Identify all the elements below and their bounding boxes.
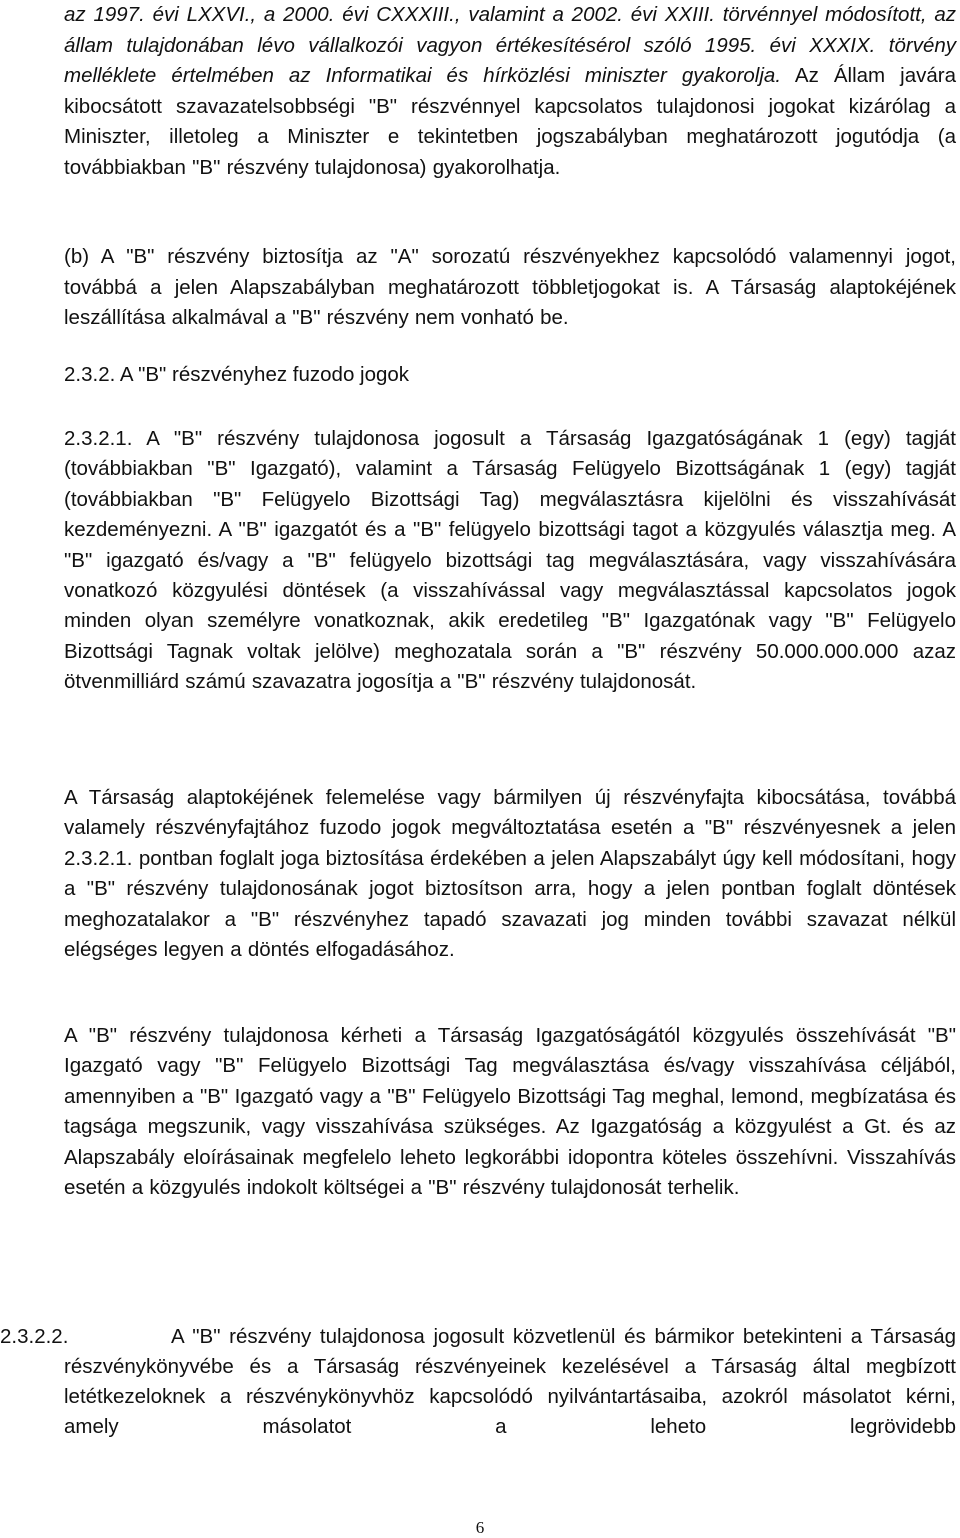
paragraph-b: (b) A "B" részvény biztosítja az "A" sorozatú részvényekhez kapcsolódó valamennyi jogot, továbbá a jelen Alapszabályban meghatározott többletjogokat is. A Társaság alaptokéjének leszállítása alkalmával a "B" részvény nem vonható be. [64, 245, 956, 330]
intro-paragraph [64, 0, 956, 184]
intro-normal-text: Az Állam javára kibocsátott szavazatelsobbségi "B" részvénnyel kapcsolatos tulajdonosi jogokat kizárólag a Miniszter, illetoleg a Miniszter e tekintetben jogszabályban meghatározott jogutódja (a továbbiakban "B" részvény tulajdonosa) gyakorolhatja. [64, 64, 956, 179]
paragraph-2-3-2-1: 2.3.2.1. A "B" részvény tulajdonosa jogosult a Társaság Igazgatóságának 1 (egy) tagját (továbbiakban "B" Igazgató), valamint a Társaság Felügyelo Bizottságának 1 (egy) tagját (továbbiakban "B" Felügyelo Bizottsági Tag) megválasztásra kijelölni és visszahívását kezdeményezni. A "B" igazgatót és a "B" felügyelo bizottsági tagot a közgyulés választja meg. A "B" igazgató és/vagy a "B" felügyelo bizottsági tag megválasztására, vagy visszahívására vonatkozó közgyulési döntések (a visszahívással vagy megválasztással kapcsolatos jogok minden olyan személyre vonatkoznak, akik eredetileg "B" Igazgatónak vagy "B" Felügyelo Bizottsági Tagnak voltak jelölve) meghozatala során a "B" részvény 50.000.000.000 azaz ötvenmilliárd számú szavazatra jogosítja a "B" részvény tulajdonosát. [64, 427, 956, 694]
paragraph-2-3-2-2 [0, 1322, 956, 1442]
section-heading: 2.3.2. A "B" részvényhez fuzodo jogok [64, 363, 410, 386]
paragraph-alaptoke: A Társaság alaptokéjének felemelése vagy bármilyen új részvényfajta kibocsátása, továbbá valamely részvényfajtához fuzodo jogok megváltoztatása esetén a "B" részvényesnek a jelen 2.3.2.1. pontban foglalt joga biztosítása érdekében a jelen Alapszabályt úgy kell módosítani, hogy a "B" részvény tulajdonosának jogot biztosítson arra, hogy a jelen pontban foglalt döntések meghozatalakor a "B" részvényhez tapadó szavazati jog minden további szavazat nélkül elégséges legyen a döntés elfogadásához. [64, 786, 956, 962]
paragraph-kozgyules: A "B" részvény tulajdonosa kérheti a Társaság Igazgatóságától közgyulés összehívását "B" Igazgató vagy "B" Felügyelo Bizottsági Tag megválasztása és/vagy visszahívása céljából, amennyiben a "B" Igazgató vagy a "B" Felügyelo Bizottsági Tag meghal, lemond, megbízatása és tagsága megszunik, vagy visszahívása szükséges. Az Igazgatóság a közgyulést a Gt. és az Alapszabály eloírásainak megfelelo leheto legkorábbi idopontra köteles összehívni. Visszahívás esetén a közgyulés indokolt költségei a "B" részvény tulajdonosát terhelik. [64, 1024, 956, 1200]
intro-italic-text: az 1997. évi LXXVI., a 2000. évi CXXXIII., valamint a 2002. évi XXIII. törvénnyel módosított, az állam tulajdonában lévo vállalkozói vagyon értékesítésérol szóló 1995. évi XXXIX. törvény melléklete értelmében az Informatikai és hírközlési miniszter gyakorolja. [64, 3, 956, 88]
paragraph-2-3-2-2-number: 2.3.2.2. [0, 1325, 69, 1348]
page-number: 6 [475, 1518, 485, 1537]
paragraph-2-3-2-2-text: A "B" részvény tulajdonosa jogosult közvetlenül és bármikor betekinteni a Társaság részvénykönyvébe és a Társaság részvényeinek kezelésével a Társaság által megbízott letétkezeloknek a részvénykönyvhöz kapcsolódó nyilvántartásaiba, azokról másolatot kérni, amely másolatot a leheto legrövidebb [64, 1325, 956, 1438]
